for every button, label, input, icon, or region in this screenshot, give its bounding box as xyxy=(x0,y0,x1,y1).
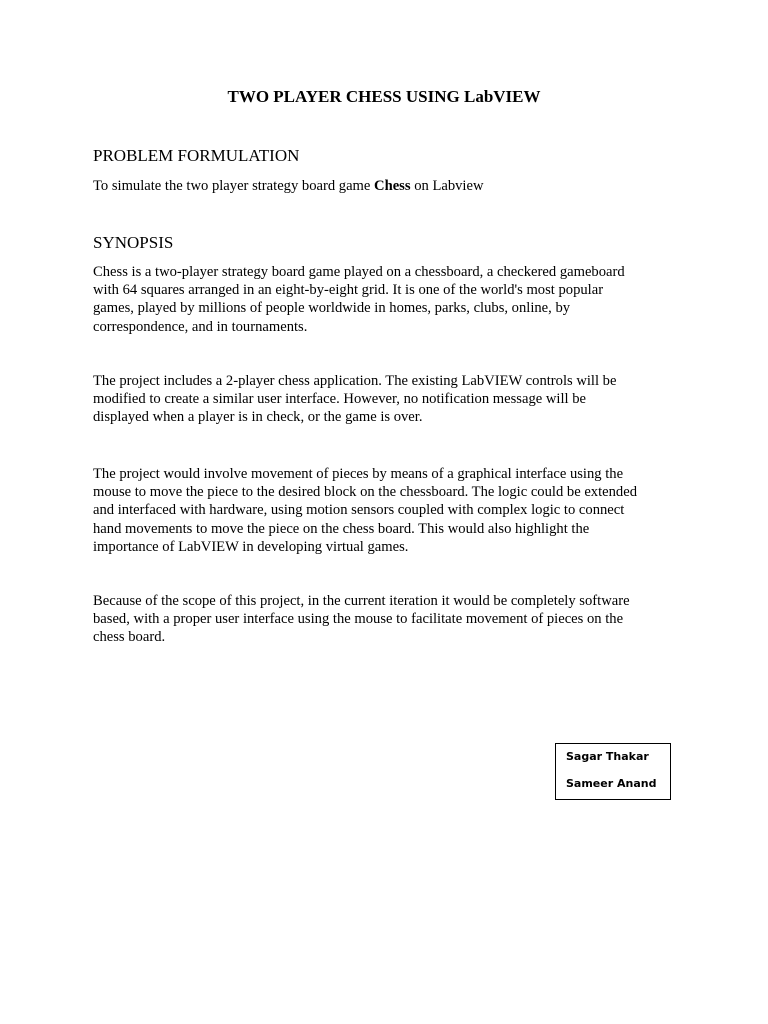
author-name: Sameer Anand xyxy=(566,777,657,790)
problem-text xyxy=(93,177,484,195)
author-name: Sagar Thakar xyxy=(566,750,649,763)
problem-text-bold: Chess xyxy=(374,178,411,194)
line: Chess is a two-player strategy board game played on a chessboard, a checkered gameboard xyxy=(93,264,625,280)
line: based, with a proper user interface using the mouse to facilitate movement of pieces on the xyxy=(93,611,624,628)
line: chess board. xyxy=(93,629,166,646)
document-title: TWO PLAYER CHESS USING LabVIEW xyxy=(227,87,541,106)
line: modified to create a similar user interface. However, no notification message will be xyxy=(93,391,586,408)
line: importance of LabVIEW in developing virtual games. xyxy=(93,538,409,555)
line: The project would involve movement of pieces by means of a graphical interface using the xyxy=(93,466,624,482)
synopsis-paragraph-1 xyxy=(93,263,625,336)
line: The project includes a 2-player chess application. The existing LabVIEW controls will be xyxy=(93,373,617,389)
line: games, played by millions of people worldwide in homes, parks, clubs, online, by xyxy=(93,300,571,317)
problem-text-before: To simulate the two player strategy board game xyxy=(93,178,375,194)
synopsis-paragraph-4 xyxy=(93,592,630,647)
line: hand movements to move the piece on the chess board. This would also highlight the xyxy=(93,520,590,537)
synopsis-heading: SYNOPSIS xyxy=(93,233,174,252)
line: with 64 squares arranged in an eight-by-eight grid. It is one of the world's most popular xyxy=(93,282,604,299)
synopsis-paragraph-3 xyxy=(93,465,637,556)
synopsis-paragraph-2 xyxy=(93,372,616,427)
line: displayed when a player is in check, or the game is over. xyxy=(93,409,423,426)
authors-box xyxy=(555,743,671,800)
line: correspondence, and in tournaments. xyxy=(93,318,308,335)
line: and interfaced with hardware, using motion sensors coupled with complex logic to connect xyxy=(93,502,625,519)
problem-text-after: on Labview xyxy=(410,178,484,194)
line: Because of the scope of this project, in the current iteration it would be completely software xyxy=(93,593,630,609)
problem-heading: PROBLEM FORMULATION xyxy=(93,146,300,165)
line: mouse to move the piece to the desired block on the chessboard. The logic could be extended xyxy=(93,484,637,501)
